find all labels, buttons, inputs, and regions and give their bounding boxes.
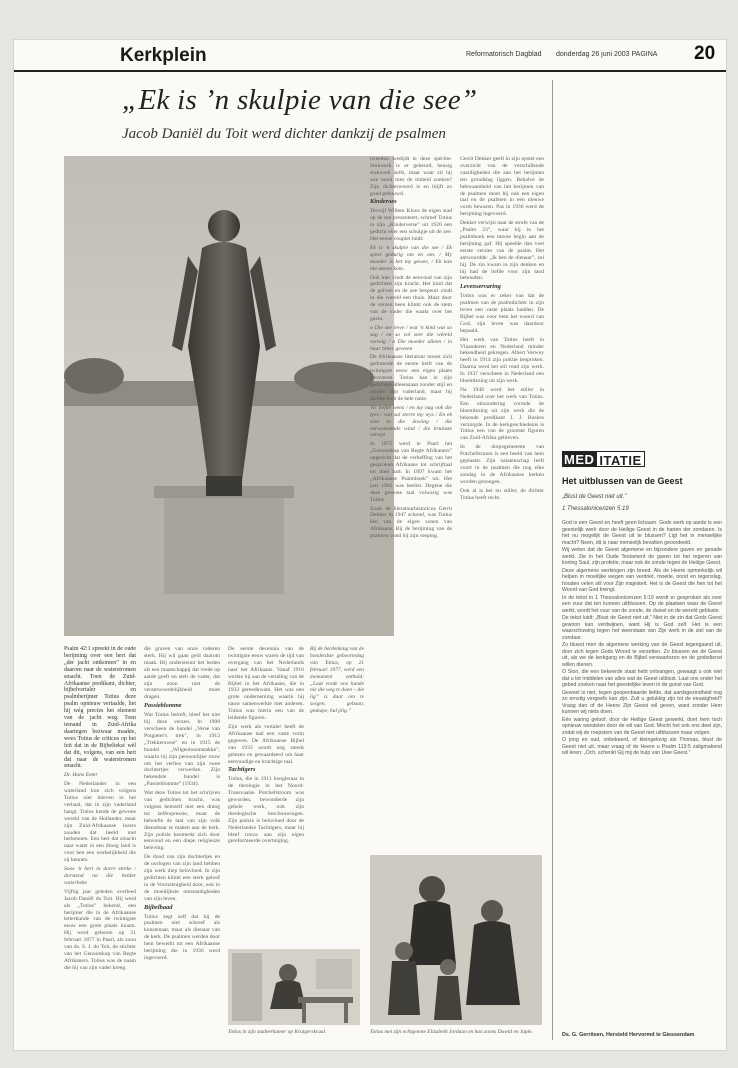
family-photo-caption: Totius met zijn echtgenote Elizabeth Jordaan en hun zoons Dawid en Japie. <box>370 1029 533 1035</box>
article-column-3 <box>228 646 304 942</box>
meditation-logo <box>562 451 645 467</box>
verse: o Die see lewe / wat 'n kind wat so sag / en so vol seer die wêreld vertolg / o Die moeder alleen / in haar bitter geween <box>370 324 452 352</box>
meditation-paragraph: Zo bluest men de algemene werking van de Geest tegengaand uit, door zich tegen Gods Woord te verzetten. Zo blussen we de Geest uit, als we de kerkgang en de Bijbel verwaarlozen en de godsdienst willen dienen. <box>562 642 722 668</box>
family-photo-image <box>370 855 542 1025</box>
meditation-paragraph: Deze algemene werkingen zijn breed. Als de Heere opmerkelijk wil helpen in moeilijke wegen van verdriet, moeite, nood en tegenslag, houden velen stil voor Zijn majesteit. Het is de Geest die hen tot het Woord van God brengt. <box>562 567 722 593</box>
subheading: Kinderoes <box>370 198 397 206</box>
paragraph: Dekker verwijst naar de strofe van de „Psalm 23”, waar hij in het psalmboek een mooie begin aan de berijming gaf. Hij speelde dan veel eerste versies van de psalm. Het antwoordde: „Ik ben de dienaar”, zei hij. De zin kwam in zijn denken en hij had de liefde voor zijn land behouden. <box>460 220 544 282</box>
meditation-paragraph: Wij weten dat de Geest algemene en bijzondere gaven en genade werkt. Zie in het Oude Testament de gaven tot het regeren van koning Saul, zijn profetie, maar ook de zonde tegen de Heilige Geest. <box>562 547 722 566</box>
meditation-author: Ds. G. Gerritsen, Hersteld Hervormd te Giessendam <box>562 1032 695 1038</box>
column-divider <box>552 80 553 1040</box>
paragraph: Vijftig jaar geleden overleed Jacob Daniël du Toit. Hij werd als „Totius” bekend, een berijmer die in de Afrikaanse letterkunde van de twintigste eeuw een grote plaats innam. Hij werd geboren op 21 februari 1877 in Paarl, als zoon van ds. S. J. du Toit, de stichter van het Genootskap van Regte Afrikaners. Totius was de naam die hij van zijn vader kreeg. <box>64 888 136 971</box>
paragraph: Wat Totius betreft, bleef het niet bij deze verzen. In 1908 verscheen de bundel „Verse van Potgieter's trek”, in 1912 „Trekkerswee” en in 1915 de bundel „Wilgenboomstakke”, waarin hij zijn persoonlijke rouw om het verlies van zijn twee dochtertjes verwerkte. Zijn bekendste bundel is „Passieblomme” (1934). <box>144 712 220 788</box>
paragraph: tweeduo wedijdt te deze spéchte. Stukwerk is er gebeurd, heusig stukwerk zelfs, maar waar zit hij wie nooit mes de tinheid zoeken? Zijn dichterwoord is en blijft zo goed gebouwd. <box>370 156 452 197</box>
meditation-title: Het uitblussen van de Geest <box>562 476 683 486</box>
paragraph: Ook hier vindt de eenvoud van zijn gedichten zijn kracht. Het kind dat de golven en de zee bespeurt vindt in die wereld een thuis. Maar door de verzen heen klinkt ook de stem van de vader die waakt over het gezin. <box>370 274 452 322</box>
verse: Vir liefde wens / en my nag ook die lyes / wat sal sterre my wys / En ek sien in die dowing / die verwoestende wind / die bruinste verwyt <box>370 404 452 439</box>
meditation-quote: „Blust de Geest niet uit.” <box>562 494 627 500</box>
subheading: Tachtigers <box>228 766 256 774</box>
newspaper-page <box>14 40 726 1050</box>
article-headline: „Ek is ’n skulpie van die see” <box>122 84 478 116</box>
dateline: donderdag 26 juni 2003 PAGINA <box>556 51 658 58</box>
meditation-paragraph: In de tekst in 1 Thessalonicenzen 5:19 wordt er gesproken als over een vuur dat ten kunnen uitblussen. Op de plaatsen waar de Geest werkt, wordt het vuur van de zonde, de duivel en de wereld gebluste. <box>562 594 722 614</box>
meditation-text <box>562 520 722 1025</box>
statue-photo-image <box>64 156 394 636</box>
monument-caption: Bij de herdenking van de honderdste geboortedag van Totius, op 21 februari 1977, werd een monument onthuld: „Laat vrede ons hande nie die weg te doen – die lig” is daar om te sorgen, gebaan, geskape, hul plig.” <box>310 646 364 715</box>
newspaper-name: Reformatorisch Dagblad <box>466 51 542 58</box>
paragraph: Wat deze Totius tot het schrijven van gedichten bracht, was volgens hemzelf niet een drang tot zelfexpressie, maar de behoefte de taal van zijn volk dienstbaar te maken aan de kerk. Zijn poëzie kenmerkt zich door eenvoud en een diepe religieuze beleving. <box>144 790 220 852</box>
article-column-4 <box>370 156 452 846</box>
meditation-paragraph: God is een Geest en heeft geen lichaam. Gods werk op aarde is een geestelijk werk door de Heilige Geest in de harten der zondaren. Is het nu mogelijk de Geest uit te blussen? Ligt het in menselijke macht? Neen, dit is naar menselijk bevatten geoordeeld. <box>562 520 722 546</box>
family-photo <box>370 855 542 1025</box>
verse: Ek is 'n skulpie van die see / Ek speel gedurig om en om. / My moeder is het my gewee, / Ek kan nie-doene kom. <box>370 244 452 272</box>
meditation-logo-light: ITATIE <box>596 451 644 467</box>
article-column-5 <box>460 156 544 846</box>
article-column-2 <box>144 646 220 1036</box>
paragraph: De dood van zijn dochtertjes en de oorlogen van zijn land hebben zijn werk diep beïnvloed. In zijn gedichten klinkt een sterk geloof in de Voorzienigheid door, ook in de moeilijkste omstandigheden van zijn leven. <box>144 854 220 902</box>
paragraph: Zoals de literatuurhistoricus Gerrit Dekker in 1947 schreef, was Totius één van de eigen zonen van Afrikaans. Bij de berijming van de psalmen vond hij zijn roeping. <box>370 505 452 540</box>
paragraph: die graven van onze vaderen sterk. Hij wil gaan geld daarom maak. Hij ondersteunt het heden als een maatschappij dat vrede op aarde geeft en stelt de vader, dat zijn zoon niet de verantwoordelijkheid moet dragen. <box>144 646 220 701</box>
paragraph: Het werk van Totius heeft in Vlaanderen en Nederland minder bekendheid gekregen. Albert Verwey heeft in 1914 zijn poëzie besproken. Daarna werd het stil rond zijn werk. In 1937 verscheen in Nederland een bloemlezing uit zijn werk. <box>460 336 544 385</box>
byline: Dr. Hans Eeter <box>64 772 98 779</box>
meditation-paragraph: O jong en oud, onbekeerd, of kleingelovig als Thomas, blust de Geest niet uit, maar vraag of de Heere u Psalm 119:5 zaligmakend wil leren: „Och, schenkt Gij mij de hulp van Uwe Geest.” <box>562 737 722 756</box>
paragraph: Ook al is het nu stiller, de dichter Totius heeft recht. <box>460 487 544 501</box>
paragraph: Na 1948 werd het stiller in Nederland over het werk van Totius. Een uitzondering vormde de bloemlezing uit zijn werk die de bekende predikant J. J. Buskes verzorgde. In de kerkgeschiedenis is Totius een van de grootste figuren van Zuid-Afrika gebleven. <box>460 387 544 442</box>
subheading: Passieblomme <box>144 702 182 710</box>
paragraph: Totius, die in 1911 hoogleraar in de theologie in het Noord-Transvaalse Potchefstroom was geworden, bewonderde zijn gehele werk, ook zijn theologische beschouwingen. Zijn poëzie is beïnvloed door de Nederlandse Tachtigers, maar hij bleef trouw aan zijn eigen gereformeerde overtuiging. <box>228 776 304 845</box>
article-lead: Psalm 42:1 spreekt in de oude berijming over een hert dat „der jacht ontkomen” in en daarom naar de waterstromen smacht. Toen de Zuid-Afrikaanse predikant, dichter, bijbelvertaler en psalmberijmer Totius deze psalm opnieuw vertaalde, liet hij wég precies het element van de jacht weg. Toen iemand in Zuid-Afrika daartegen bezwaar maakte, wees Totius de criticus op het feit dat in de Bijbeltekst wèl dat dit, volgens, van een hert dat naar de waterstromen smacht. <box>64 646 136 770</box>
meditation-reference: 1 Thessalonicenzen 5:19 <box>562 506 629 512</box>
verse: Soos 'n hert in dorre streke / dorstend na die helder waterbeke <box>64 866 136 886</box>
paragraph: Terwijl Willem Kloos de eigen stad op de zee prezenteert, schreef Totius in zijn „Kinderverse” uit 1920 een gedicht over een schulpje uit de zee. Het eerste couplet luidt: <box>370 208 452 242</box>
paragraph: Gerrit Dekker geeft in zijn opstel een overzicht van de verschillende vaardigheden die aan het berijmen ten grondslag liggen. Behalve de bekwaamheid van het berijmen van de psalmen moet hij ook een eigen taal en de psalmen in een nieuwe vorm bewaren. Pas in 1936 werd de berijming ingevoerd. <box>460 156 544 218</box>
article-subheadline: Jacob Daniël du Toit werd dichter dankzij de psalmen <box>122 126 446 142</box>
paragraph: De Afrikaanse literatuur moest zich gedurende de eerste helft van de twintigste eeuw een eigen plaats veroveren. Totius kan in zijn gedichten alleenstaan zonder stijl en zonder zijn vaderland, maar hij dichtte toch de hele natie. <box>370 354 452 402</box>
meditation-paragraph: O Sion, die een bekeerde staat hebt ontvangen, gewaagt u ook niet dat u tot middelen van alles wat de Geest uitblust. Laat ons onder het gebed zoeken naar het geestelijke leven in de gunst van God. <box>562 669 722 688</box>
paragraph: Zijn werk als vertaler heeft de Afrikaanse taal een vaste vorm gegeven. De Afrikaanse Bijbel van 1933 wordt nog steeds gelezen en gewaardeerd om haar eenvoudige en krachtige taal. <box>228 723 304 765</box>
page-number: 20 <box>694 43 716 64</box>
subheading: Bijbelbaad <box>144 903 173 911</box>
meditation-paragraph: Gewoel is niet, tegen geopenbaarde liefde, dat aardsgezindheid nog zo ernstig vergeefs kan zijn. Zult u gelukkig zijn tot de eeuwigheid? Vraag dan of de Heere Zijn Geest wil geven, want zonder Hem kunnen wij niets doen. <box>562 689 722 715</box>
meditation-logo-dark: MED <box>564 452 595 467</box>
meditation-paragraph: De tekst luidt: „Blust de Geest niet uit.” Niet in de zin dat Gods Geest gewoon kan verdwijnen, want Hij is God zelf. Het is een waarschuwing tegen het weerstaan van Zijn werk in de ziel van de zondaar. <box>562 615 722 641</box>
section-title: Kerkplein <box>120 45 207 66</box>
paragraph: De Nederlander in een waterland kon zich volgens Totius niet inleven in het verhaal, dat in zijn vaderland hangt. Totius kende de gewone wereld van de Hollander, maar zijn Zuid-Afrikaanse lezers zouden dat beeld niet herkennen. Een hert dat smacht naar water in een droog land is voor hen een werkelijkheid die zij kennen. <box>64 781 136 864</box>
article-column-1 <box>64 646 136 1036</box>
subheading: Levenservaring <box>460 283 501 291</box>
paragraph: Totius zegt zelf dat hij de psalmen niet schreef als kunstenaar, maar als dienaar van de kerk. De psalmen werden door hem bewerkt tot een Afrikaanse berijming die in 1936 werd ingevoerd. <box>144 913 220 961</box>
paragraph: Totius was er zeker van dat de psalmen van de psalmdichter in zijn leven een vaste plaats hadden. De Bijbel was voor hem het woord van God, zijn leven was daardoor bepaald. <box>460 293 544 334</box>
paragraph: In 1875 werd te Paarl het „Genootskap van Regte Afrikaners” opgericht dat de verheffing van het gesproken Afrikaans tot schrijftaal tot doel had. In 1897 kwam het „Afrikaanse Psalmboek” uit. Het jaar 1905 was beslist. Degene die deze gewone taal volwarig was Totius. <box>370 441 452 503</box>
paragraph: De eerste decennia van de twintigste eeuw waren de tijd van overgang van het Nederlands naar het Afrikaans. Vanaf 1916 werkte hij aan de vertaling van de Bijbel in het Afrikaans, die in 1933 gereedkwam. Het was een grote onderneming waarin hij nauw samenwerkte met anderen. Totius was hierin een van de leidende figuren. <box>228 646 304 722</box>
statue-photo <box>64 156 394 636</box>
study-photo-image <box>228 949 360 1025</box>
study-photo <box>228 949 360 1025</box>
meditation-paragraph: Eén waring geloof, door de Heilige Geest gewerkt, doet hem toch opnieuw wandelen door de wil van God. Mocht het ook ons deel zijn, zodat wij de roepstem van de Geest niet uitblussen maar volgen. <box>562 716 722 736</box>
page-header <box>14 40 726 72</box>
study-photo-caption: Totius in zijn studeerkamer op Kruigerskraal. <box>228 1029 327 1035</box>
paragraph: In de dorpsgemeente van Potchefstroom is een beeld van hem geplaatst. Zijn nalatenschap leeft voort in de psalmen die nog elke zondag in de Afrikaanse kerken worden gezongen. <box>460 444 544 485</box>
